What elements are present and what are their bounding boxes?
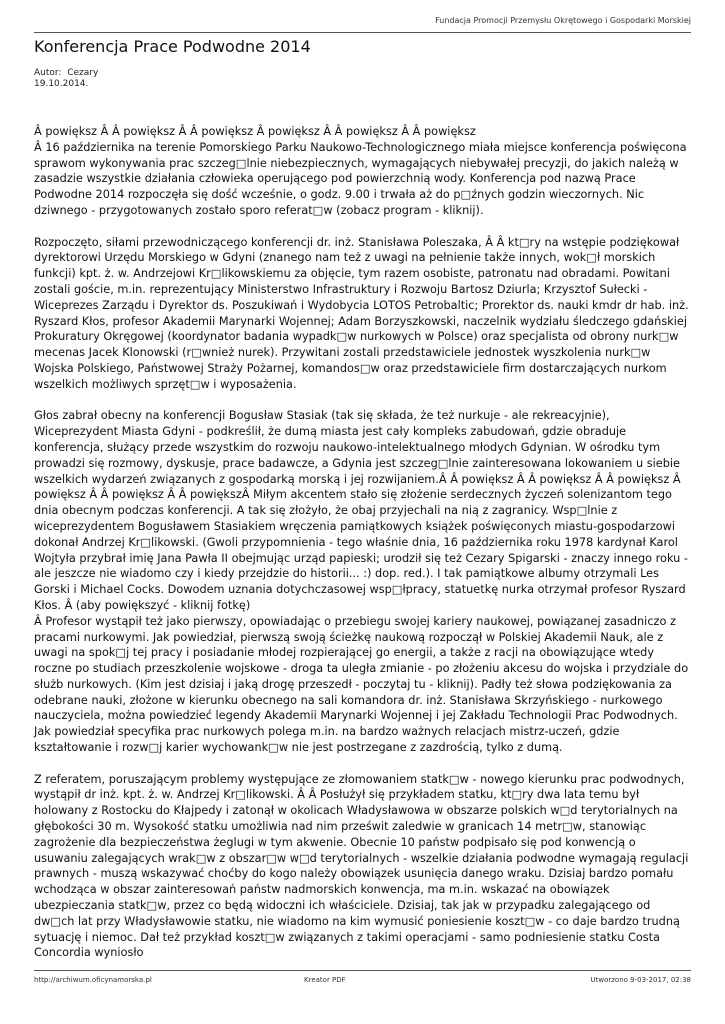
article-paragraph: Z referatem, poruszającym problemy występujące ze złomowaniem statk□w - nowego kierunku prac podwodnych, wystąpił dr inż. kpt. ż. w. Andrzej Kr□likowski. Â Â Posłużył się przykładem statku, kt□ry dwa lata temu był holowany z Rostocku do Kłajpedy i zatonął w okolicach Władysławowa w obszarze polskich w□d terytorialnych na głębokości 30 m. Wysokość statku umożliwia nad nim prześwit zaledwie w granicach 14 metr□w, stanowiąc zagrożenie dla bezpieczeństwa żeglugi w tym akwenie. Obecnie 10 państw podpisało się pod konwencją o usuwaniu zalegających wrak□w z obszar□w w□d terytorialnych - wszelkie działania podwodne wymagają regulacji prawnych - muszą wskazywać choćby do kogo należy obowiązek usunięcia danego wraku. Dzisiaj bardzo pomału wchodząca w obszar zainteresowań państw nadmorskich konwencja, ma m.in. wskazać na obowiązek ubezpieczania statk□w, przez co będą widoczni ich właściciele. Dzisiaj, tak jak w przypadku zalegającego od dw□ch lat przy Władysławowie statku, nie wiadomo na kim wymusić poniesienie koszt□w - co daje bardzo trudną sytuację i niemoc. Dał też przykład koszt□w związanych z takimi operacjami - samo podniesienie statku Costa Concordia wyniosło — [34, 772, 689, 960]
page-footer — [34, 970, 691, 987]
article-body — [34, 124, 691, 977]
article-paragraph: Â powiększ Â Â powiększ Â Â powiększ Â powiększ Â Â powiększ Â Â powiększ Â 16 października na terenie Pomorskiego Parku Naukowo-Technologicznego miała miejsce konferencja poświęcona sprawom wykonywania prac szczeg□lnie niebezpiecznych, wymagających niebywałej precyzji, do jakich należą w zasadzie wszystkie działania człowieka operującego pod powierzchnią wody. Konferencja pod nazwą Prace Podwodne 2014 rozpoczęła się dość wcześnie, o godz. 9.00 i trwała aż do p□źnych godzin wieczornych. Nic dziwnego - przygotowanych zostało sporo referat□w (zobacz program - kliknij). — [34, 125, 687, 217]
header-organization: Fundacja Promocji Przemysłu Okrętowego i Gospodarki Morskiej — [435, 16, 691, 25]
article-title: Konferencja Prace Podwodne 2014 — [34, 37, 311, 56]
footer-url[interactable]: http://archiwum.oficynamorska.pl — [34, 976, 152, 984]
article-meta — [34, 68, 98, 90]
article-author: Autor: Cezary — [34, 68, 99, 78]
footer-generator: Kreator PDF — [304, 976, 346, 984]
article-paragraph: Rozpoczęto, siłami przewodniczącego konferencji dr. inż. Stanisława Poleszaka, Â Â kt□ry na wstępie podziękował dyrektorowi Urzędu Morskiego w Gdyni (znanego nam też z uwagi na pełnienie także innych, wok□ł morskich funkcji) kpt. ż. w. Andrzejowi Kr□likowskiemu za objęcie, tym razem osobiste, patronatu nad obradami. Powitani zostali goście, m.in. reprezentujący Ministerstwo Infrastruktury i Rozwoju Bartosz Dziurla; Krzysztof Sułecki - Wiceprezes Zarządu i Dyrektor ds. Poszukiwań i Wydobycia LOTOS Petrobaltic; Prorektor ds. nauki kmdr dr hab. inż. Ryszard Kłos, profesor Akademii Marynarki Wojennej; Adam Borzyszkowski, naczelnik wydziału śledczego gdańskiej Prokuratury Okręgowej (koordynator badania wypadk□w nurkowych w Polsce) oraz specjalista od obrony nurk□w mecenas Jacek Klonowski (r□wnież nurek). Przywitani zostali przedstawiciele jednostek wyszkolenia nurk□w Wojska Polskiego, Państwowej Straży Pożarnej, komandos□w oraz przedstawiciele firm dostarczających nurkom wszelkich możliwych sprzęt□w i wyposażenia. — [34, 235, 689, 391]
footer-created: Utworzono 9-03-2017, 02:38 — [590, 976, 691, 984]
article-paragraph: Głos zabrał obecny na konferencji Bogusław Stasiak (tak się składa, że też nurkuje - ale rekreacyjnie), Wiceprezydent Miasta Gdyni - podkreślił, że dumą miasta jest cały kompleks zabudowań, gdzie obraduje konferencja, służący przede wszystkim do rozwoju naukowo-intelektualnego młodych Gdynian. W ośrodku tym prowadzi się rozmowy, dyskusje, prace badawcze, a Gdynia jest szczeg□lnie zainteresowana lokowaniem u siebie wszelkich wydarzeń związanych z gospodarką morską i jej rozwijaniem.Â Â powiększ Â Â powiększ Â Â powiększ Â powiększ Â Â powiększ Â Â powiększÂ Miłym akcentem stało się złożenie serdecznych życzeń solenizantom tego dnia obecnym podczas konferencji. A tak się złożyło, że obaj przyjechali na nią z zagranicy. Wsp□lnie z wiceprezydentem Bogusławem Stasiakiem wręczenia pamiątkowych książek poświęconych miastu-gospodarzowi dokonał Andrzej Kr□likowski. (Gwoli przypomnienia - tego właśnie dnia, 16 października roku 1978 kardynał Karol Wojtyła przybrał imię Jana Pawła II obejmując urząd papieski; urodził się też Cezary Spigarski - znaczy innego roku - ale jeszcze nie wiadomo czy i kiedy przejdzie do historii... :) dop. red.). I tak pamiątkowe albumy otrzymali Les Gorski i Michael Cocks. Dowodem uznania dotychczasowej wsp□łpracy, statuetkę nurka otrzymał profesor Ryszard Kłos. Â (aby powiększyć - kliknij fotkę) Â Profesor wystąpił też jako pierwszy, opowiadając o przebiegu swojej kariery naukowej, powiązanej zasadniczo z pracami nurkowymi. Jak powiedział, pierwszą swoją ścieżkę naukową rozpoczął w Polskiej Akademii Nauk, ale z uwagi na spok□j tej pracy i posiadanie młodej rozpierającej go energii, a także z racji na obowiązujące wtedy roczne po studiach przeszkolenie wojskowe - droga ta uległa zmianie - po złożeniu akcesu do wojska i przydziale do służb nurkowych. (Kim jest dzisiaj i jaką drogę przeszedł - poczytaj tu - kliknij). Padły też słowa podziękowania za odebrane nauki, złożone w kierunku obecnego na sali komandora dr. inż. Stanisława Skrzyńskiego - nurkowego nauczyciela, można powiedzieć legendy Akademii Marynarki Wojennej i jej Zakładu Technologii Prac Podwodnych. Jak powiedział specyfika prac nurkowych polega m.in. na bardzo ważnych relacjach mistrz-uczeń, gdzie kształtowanie i rozw□j karier wychowank□w nie jest postrzegane z zazdrością, tylko z dumą. — [34, 409, 689, 755]
page-header — [34, 14, 691, 33]
article-date: 19.10.2014. — [34, 79, 89, 89]
